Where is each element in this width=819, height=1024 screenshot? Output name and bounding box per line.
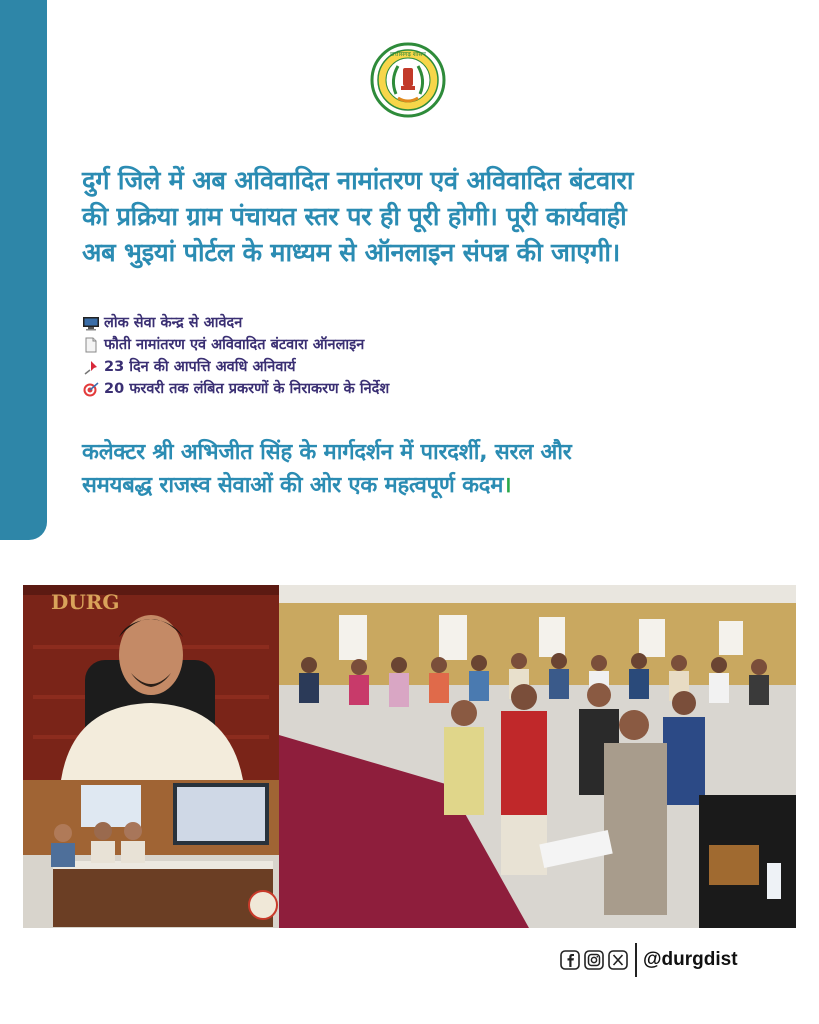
headline-line-1: दुर्ग जिले में अब अविवादित नामांतरण एवं अविवादित बंटवारा <box>82 166 634 196</box>
bullet-text: 20 फरवरी तक लंबित प्रकरणों के निराकरण के निर्देश <box>104 381 390 397</box>
document-icon <box>82 337 100 353</box>
subheadline <box>82 436 762 502</box>
headline-line-3: अब भुइयां पोर्टल के माध्यम से ऑनलाइन संपन्न की जाएगी। <box>82 238 621 268</box>
pushpin-icon <box>82 359 100 375</box>
collector-meeting-photo <box>23 585 279 928</box>
durg-sign: DURG <box>51 590 120 614</box>
computer-icon <box>82 315 100 331</box>
bullet-item <box>82 378 682 400</box>
social-divider <box>635 943 637 977</box>
social-handle[interactable]: @durgdist <box>643 949 738 970</box>
bullet-item <box>82 334 682 356</box>
bullet-text: 23 दिन की आपत्ति अवधि अनिवार्य <box>104 359 296 375</box>
bullet-item <box>82 356 682 378</box>
subheadline-line-1: कलेक्टर श्री अभिजीत सिंह के मार्गदर्शन में पारदर्शी, सरल और <box>82 440 572 465</box>
side-accent-bar <box>0 0 47 540</box>
bullet-text: फौती नामांतरण एवं अविवादित बंटवारा ऑनलाइन <box>104 337 365 353</box>
headline-line-2: की प्रक्रिया ग्राम पंचायत स्तर पर ही पूरी होगी। पूरी कार्यवाही <box>82 202 627 232</box>
meeting-hall-photo <box>279 585 796 928</box>
headline <box>82 163 782 271</box>
svg-text:छत्तीसगढ़ शासन: छत्तीसगढ़ शासन <box>390 51 426 58</box>
subheadline-line-2: समयबद्ध राजस्व सेवाओं की ओर एक महत्वपूर्ण कदम। <box>82 473 512 498</box>
social-footer <box>560 942 738 978</box>
chhattisgarh-government-emblem <box>370 42 446 118</box>
x-icon[interactable] <box>608 950 628 970</box>
bullet-list <box>82 312 682 400</box>
highlight-bar: । <box>503 473 512 498</box>
target-icon <box>82 381 100 397</box>
bullet-item <box>82 312 682 334</box>
facebook-icon[interactable] <box>560 950 580 970</box>
bullet-text: लोक सेवा केन्द्र से आवेदन <box>104 315 243 331</box>
instagram-icon[interactable] <box>584 950 604 970</box>
